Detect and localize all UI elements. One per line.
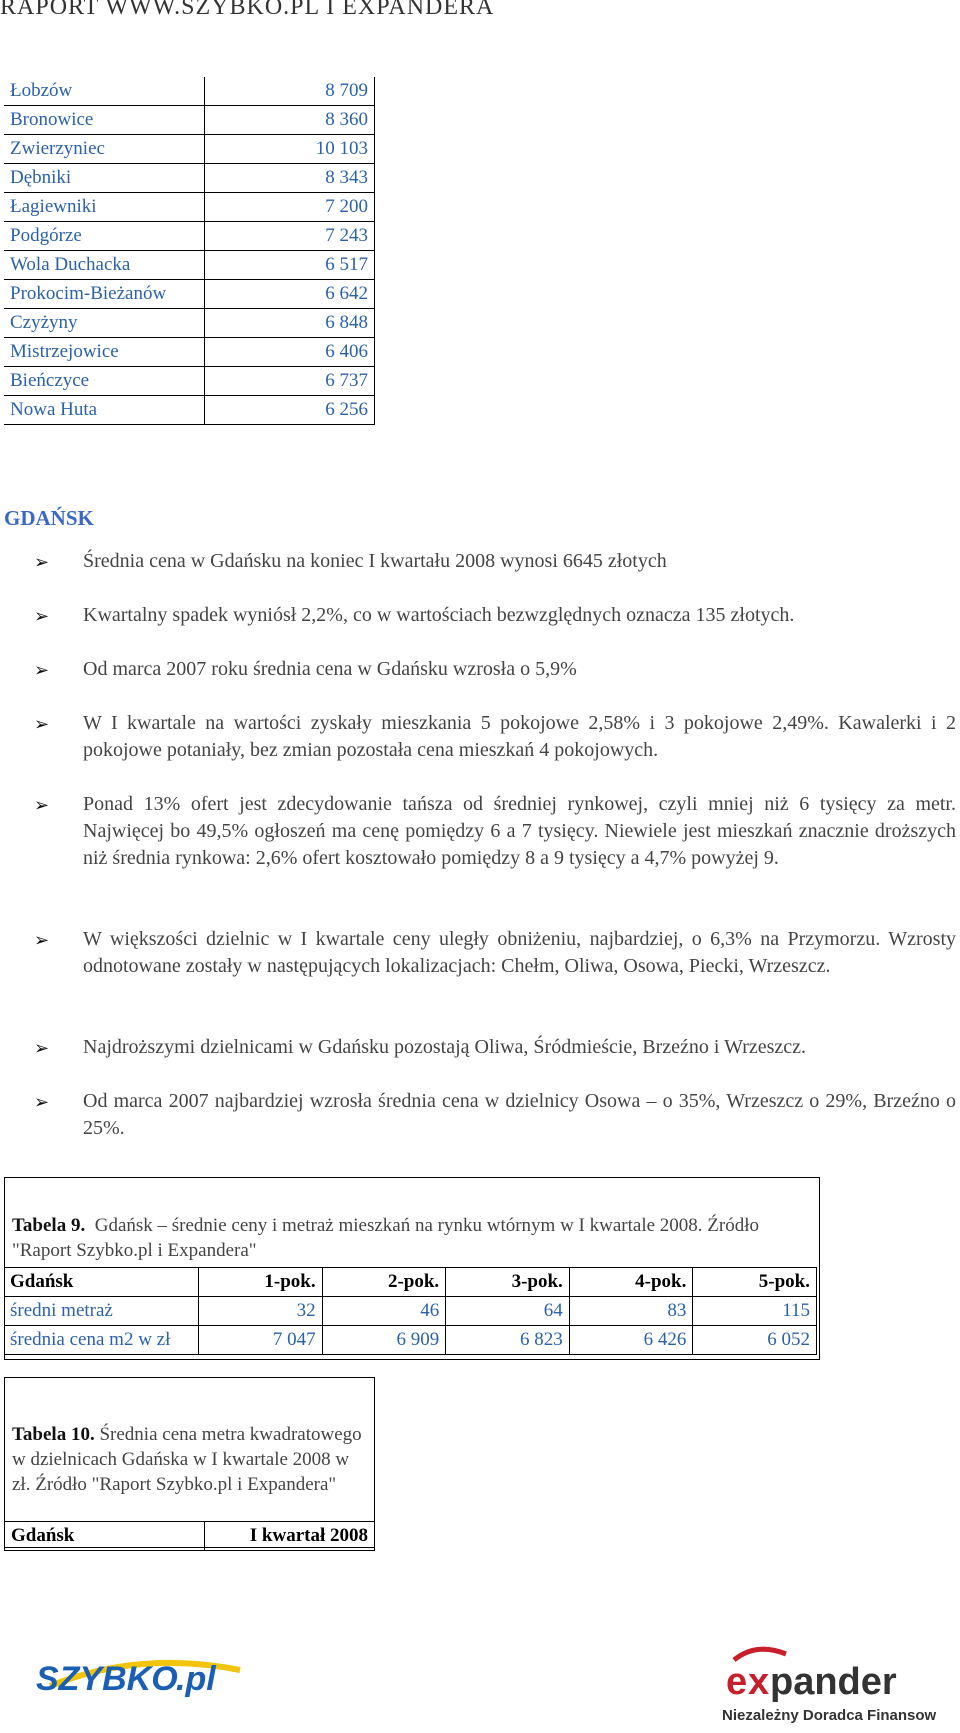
- table-cell: 32: [199, 1297, 323, 1326]
- district-value: 8 360: [205, 106, 375, 135]
- table-row: [4, 164, 375, 193]
- table10-caption-text: Średnia cena metra kwadratowego w dzielnicach Gdańska w I kwartale 2008 w zł. Źródło "Raport Szybko.pl i Expandera": [12, 1424, 362, 1495]
- report-header: RAPORT WWW.SZYBKO.PL I EXPANDERA: [0, 0, 495, 20]
- district-name: Zwierzyniec: [4, 135, 205, 164]
- table-cell: 64: [446, 1297, 570, 1326]
- table-header-cell: 4-pok.: [569, 1268, 693, 1297]
- district-name: Łagiewniki: [4, 193, 205, 222]
- district-name: Bronowice: [4, 106, 205, 135]
- table-cell: 7 047: [199, 1326, 323, 1355]
- districts-table: [4, 77, 375, 425]
- district-name: Mistrzejowice: [4, 338, 205, 367]
- szybko-logo-graphic: [30, 1640, 250, 1704]
- district-value: 8 343: [205, 164, 375, 193]
- district-value: 8 709: [205, 77, 375, 106]
- arrow-bullet-icon: ➢: [34, 795, 50, 815]
- table-row: [4, 367, 375, 396]
- table9: [4, 1267, 817, 1355]
- arrow-bullet-icon: ➢: [34, 1038, 50, 1058]
- table-header-cell: Gdańsk: [4, 1268, 199, 1297]
- table-header-cell: 2-pok.: [322, 1268, 446, 1297]
- arrow-bullet-icon: ➢: [34, 714, 50, 734]
- svg-text:SZYBKO: SZYBKO: [36, 1660, 178, 1698]
- arrow-bullet-icon: ➢: [34, 552, 50, 572]
- district-value: 10 103: [205, 135, 375, 164]
- arrow-bullet-icon: ➢: [34, 606, 50, 626]
- table10: [4, 1521, 375, 1551]
- district-value: 7 243: [205, 222, 375, 251]
- district-value: 6 256: [205, 396, 375, 425]
- table-header-cell: 5-pok.: [693, 1268, 817, 1297]
- table-cell: 46: [322, 1297, 446, 1326]
- table-header-cell: I kwartał 2008: [205, 1522, 375, 1551]
- district-name: Bieńczyce: [4, 367, 205, 396]
- table9-caption: [12, 1213, 812, 1263]
- svg-text:Niezależny Doradca Finansowy: Niezależny Doradca Finansowy: [722, 1707, 936, 1724]
- table-row: [4, 77, 375, 106]
- svg-text:x: x: [748, 1661, 770, 1703]
- table-cell: 6 823: [446, 1326, 570, 1355]
- table10-caption: [12, 1422, 372, 1497]
- section-title-gdansk: GDAŃSK: [4, 506, 94, 530]
- table-header-row: [5, 1522, 375, 1551]
- district-value: 6 642: [205, 280, 375, 309]
- svg-text:e: e: [726, 1661, 748, 1703]
- expander-logo-graphic: [716, 1638, 936, 1728]
- table-row: [4, 135, 375, 164]
- table-cell: 83: [569, 1297, 693, 1326]
- table-row: [4, 193, 375, 222]
- district-value: 6 406: [205, 338, 375, 367]
- district-name: Prokocim-Bieżanów: [4, 280, 205, 309]
- table-cell: 6 426: [569, 1326, 693, 1355]
- table-cell: 6 052: [693, 1326, 817, 1355]
- expander-logo: [716, 1638, 936, 1733]
- table-header-row: [4, 1268, 817, 1297]
- district-name: Czyżyny: [4, 309, 205, 338]
- table-row: [4, 1326, 817, 1355]
- table-row: [4, 106, 375, 135]
- table-cell: średnia cena m2 w zł: [4, 1326, 199, 1355]
- table-header-cell: 1-pok.: [199, 1268, 323, 1297]
- district-value: 7 200: [205, 193, 375, 222]
- district-value: 6 848: [205, 309, 375, 338]
- district-value: 6 517: [205, 251, 375, 280]
- table-row: [4, 396, 375, 425]
- district-name: Wola Duchacka: [4, 251, 205, 280]
- table-header-cell: 3-pok.: [446, 1268, 570, 1297]
- district-name: Nowa Huta: [4, 396, 205, 425]
- district-value: 6 737: [205, 367, 375, 396]
- table-header-cell: Gdańsk: [5, 1522, 205, 1551]
- table9-caption-text: Gdańsk – średnie ceny i metraż mieszkań na rynku wtórnym w I kwartale 2008. Źródło "Raport Szybko.pl i Expandera": [12, 1215, 759, 1261]
- arrow-bullet-icon: ➢: [34, 1092, 50, 1112]
- district-name: Podgórze: [4, 222, 205, 251]
- table-row: [4, 251, 375, 280]
- district-name: Łobzów: [4, 77, 205, 106]
- table-row: [4, 338, 375, 367]
- svg-text:pander: pander: [770, 1661, 897, 1703]
- table-row: [4, 309, 375, 338]
- table-row: [4, 280, 375, 309]
- district-name: Dębniki: [4, 164, 205, 193]
- szybko-logo: [30, 1640, 250, 1709]
- arrow-bullet-icon: ➢: [34, 930, 50, 950]
- table-cell: 6 909: [322, 1326, 446, 1355]
- table9-label: Tabela 9.: [12, 1215, 86, 1236]
- table-row: [4, 1297, 817, 1326]
- table-cell: 115: [693, 1297, 817, 1326]
- table-cell: średni metraż: [4, 1297, 199, 1326]
- table-row: [4, 222, 375, 251]
- svg-text:.pl: .pl: [176, 1660, 216, 1698]
- table10-label: Tabela 10.: [12, 1424, 95, 1445]
- arrow-bullet-icon: ➢: [34, 660, 50, 680]
